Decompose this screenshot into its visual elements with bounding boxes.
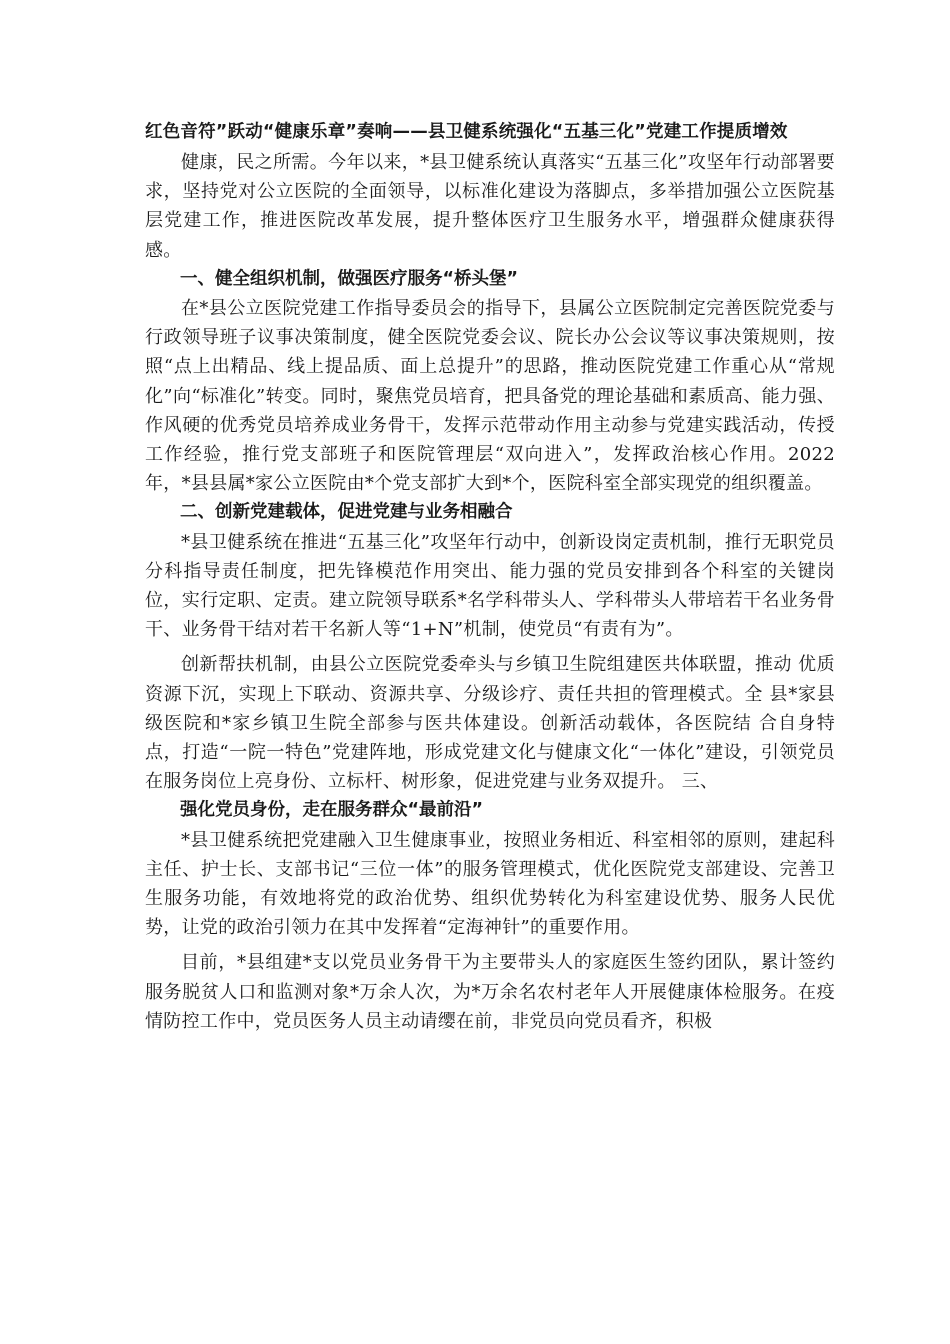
section-1-paragraph-1: 在*县公立医院党建工作指导委员会的指导下，县属公立医院制定完善医院党委与行政领导班子议事决策制度，健全医院党委会议、院长办公会议等议事决策规则，按照“点上出精品、线上提品质、面上总提升”的思路，推动医院党建工作重心从“常规化”向“标准化”转变。同时，聚焦党员培育，把具备党的理论基础和素质高、能力强、作风硬的优秀党员培养成业务骨干，发挥示范带动作用主动参与党建实践活动，传授工作经验，推行党支部班子和医院管理层“双向进入”，发挥政治核心作用。2022 年，*县县属*家公立医院由*个党支部扩大到*个，医院科室全部实现党的组织覆盖。 — [145, 298, 835, 495]
section-3-heading: 强化党员身份，走在服务群众“最前沿” — [180, 800, 484, 821]
section-1-heading: 一、健全组织机制，做强医疗服务“桥头堡” — [180, 268, 519, 289]
document-title: 红色音符”跃动“健康乐章”奏响——县卫健系统强化“五基三化”党建工作提质增效 — [145, 122, 788, 142]
section-2-paragraph-1: *县卫健系统在推进“五基三化”攻坚年行动中，创新设岗定责机制，推行无职党员分科指导责任制度，把先锋模范作用突出、能力强的党员安排到各个科室的关键岗位，实行定职、定责。建立院领导联系*名学科带头人、学科带头人带培若干名业务骨干、业务骨干结对若干名新人等“1+N”机制，使党员“有责有为”。 — [145, 531, 835, 641]
section-3-paragraph-2: 目前，*县组建*支以党员业务骨干为主要带头人的家庭医生签约团队，累计签约服务脱贫人口和监测对象*万余人次，为*万余名农村老年人开展健康体检服务。在疫情防控工作中，党员医务人员主动请缨在前，非党员向党员看齐，积极 — [145, 952, 835, 1032]
section-3-paragraph-1: *县卫健系统把党建融入卫生健康事业，按照业务相近、科室相邻的原则，建起科主任、护士长、支部书记“三位一体”的服务管理模式，优化医院党支部建设、完善卫生服务功能，有效地将党的政治优势、组织优势转化为科室建设优势、服务人民优势，让党的政治引领力在其中发挥着“定海神针”的重要作用。 — [145, 829, 835, 939]
intro-paragraph: 健康，民之所需。今年以来，*县卫健系统认真落实“五基三化”攻坚年行动部署要求，坚持党对公立医院的全面领导，以标准化建设为落脚点，多举措加强公立医院基层党建工作，推进医院改革发展，提升整体医疗卫生服务水平，增强群众健康获得感。 — [145, 152, 835, 261]
section-2-heading: 二、创新党建载体，促进党建与业务相融合 — [180, 502, 513, 523]
document-page — [145, 118, 835, 1036]
section-2-paragraph-2: 创新帮扶机制，由县公立医院党委牵头与乡镇卫生院组建医共体联盟，推动 优质资源下沉，实现上下联动、资源共享、分级诊疗、责任共担的管理模式。全 县*家县级医院和*家乡镇卫生院全部参与医共体建设。创新活动载体，各医院结 合自身特点，打造“一院一特色”党建阵地，形成党建文化与健康文化“一体化”建设，引领党员在服务岗位上亮身份、立标杆、树形象，促进党建与业务双提升。 三、 — [145, 654, 835, 793]
